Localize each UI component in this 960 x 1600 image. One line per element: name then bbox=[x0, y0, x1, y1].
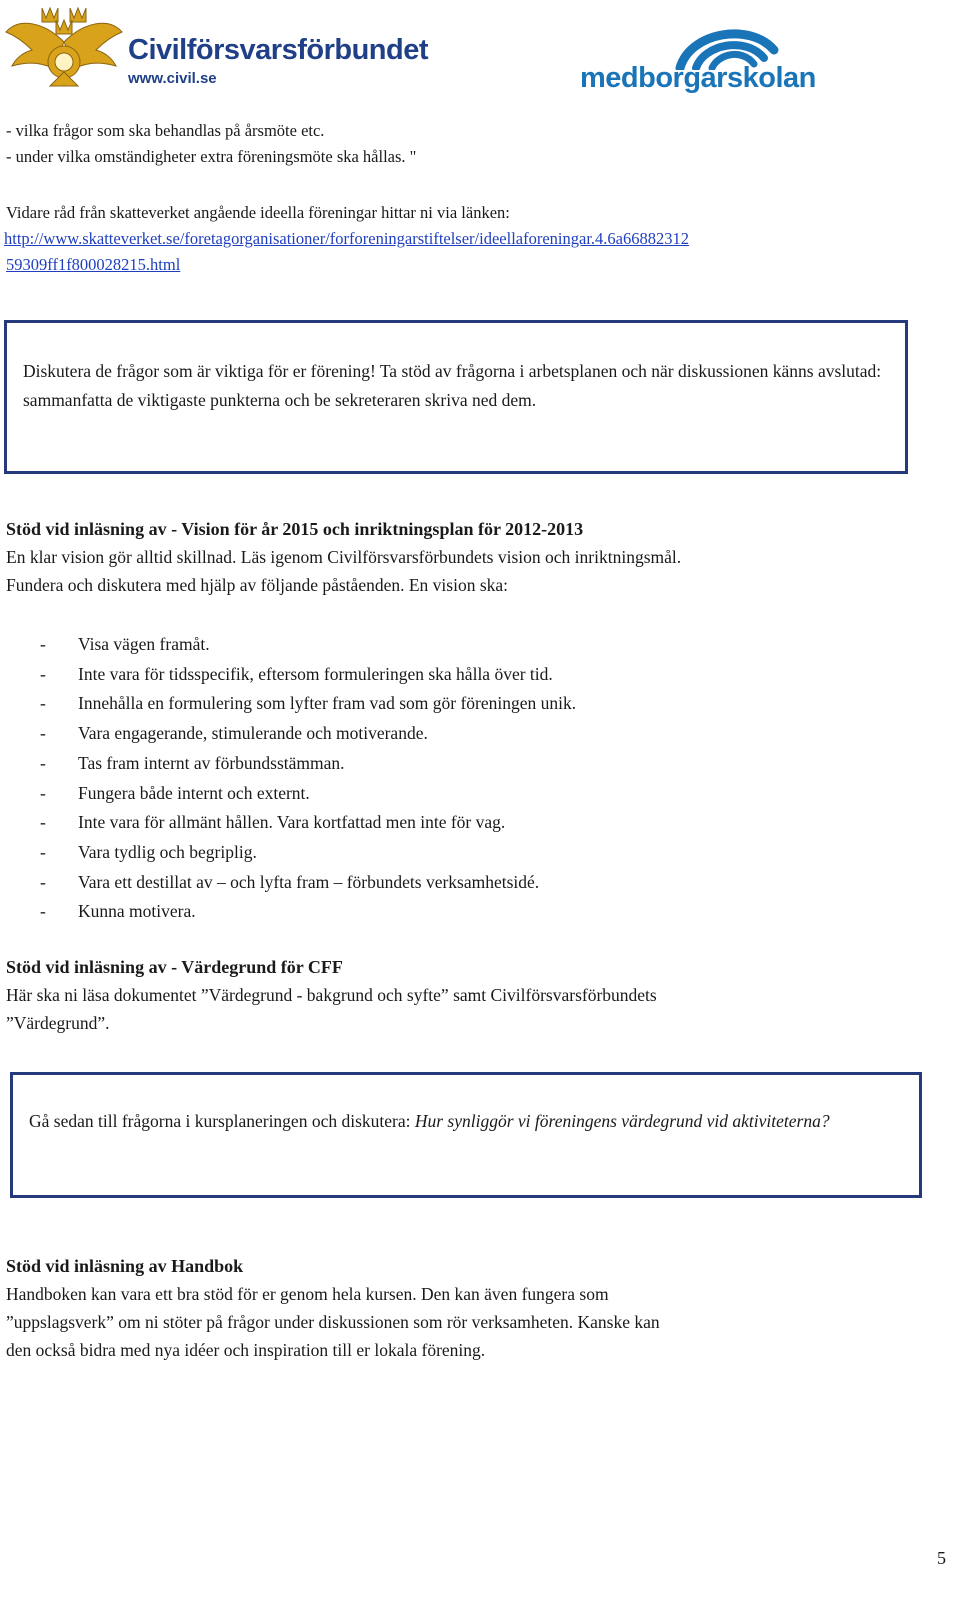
skatteverket-link-line-1[interactable] bbox=[4, 226, 689, 252]
cff-url: www.civil.se bbox=[128, 70, 217, 87]
skatteverket-link-continued[interactable]: 59309ff1f800028215.html bbox=[6, 255, 181, 274]
handbok-line-2: ”uppslagsverk” om ni stöter på frågor under diskussionen som rör verksamheten. Kanske kan bbox=[6, 1312, 660, 1332]
skatteverket-link-line-2[interactable] bbox=[6, 252, 180, 278]
vision-bullet-item bbox=[40, 749, 920, 779]
bullet-text: Vara ett destillat av – och lyfta fram – förbundets verksamhetsidé. bbox=[78, 871, 540, 892]
intro-line-3: Vidare råd från skatteverket angående ideella föreningar hittar ni via länken: bbox=[6, 203, 510, 222]
bullet-dash: - bbox=[40, 782, 46, 803]
bullet-text: Visa vägen framåt. bbox=[78, 634, 210, 654]
vision-bullet-item bbox=[40, 868, 920, 898]
bullet-text: Inte vara för allmänt hållen. Vara kortfattad men inte för vag. bbox=[78, 812, 506, 833]
vision-bullet-item bbox=[40, 660, 920, 690]
vardegrund-question-text bbox=[29, 1107, 909, 1136]
vision-bullet-item bbox=[40, 897, 920, 927]
vision-bullet-item bbox=[40, 779, 920, 809]
bullet-text: Kunna motivera. bbox=[78, 901, 196, 922]
wings-crown-emblem-icon bbox=[4, 2, 124, 94]
vision-line-2: Fundera och diskutera med hjälp av följande påståenden. En vision ska: bbox=[6, 575, 509, 595]
bullet-text: Tas fram internt av förbundsstämman. bbox=[78, 752, 345, 773]
vision-bullet-list bbox=[40, 630, 920, 927]
question-intro: Gå sedan till frågorna i kursplaneringen och diskutera: bbox=[29, 1111, 415, 1131]
bullet-dash: - bbox=[40, 871, 46, 892]
page-number: 5 bbox=[937, 1548, 946, 1568]
vision-bullet-item bbox=[40, 719, 920, 749]
page-header bbox=[0, 0, 960, 105]
bullet-text: Vara engagerande, stimulerande och motiverande. bbox=[78, 723, 428, 744]
skatteverket-link[interactable]: http://www.skatteverket.se/foretagorganisationer/forforeningarstiftelser/ideellaforeningar.4.6a66882312 bbox=[4, 229, 689, 248]
vision-line-1: En klar vision gör alltid skillnad. Läs igenom Civilförsvarsförbundets vision och inriktningsmål. bbox=[6, 547, 682, 567]
handbok-line-1: Handboken kan vara ett bra stöd för er genom hela kursen. Den kan även fungera som bbox=[6, 1284, 609, 1304]
discussion-box bbox=[4, 320, 908, 474]
bullet-dash: - bbox=[40, 841, 46, 862]
medborgarskolan-wordmark: medborgarskolan bbox=[580, 62, 816, 94]
bullet-dash: - bbox=[40, 901, 46, 922]
civilforsvarsforbundet-logo bbox=[4, 2, 428, 94]
question-italic: Hur synliggör vi föreningens värdegrund vid aktiviteterna? bbox=[414, 1111, 830, 1131]
bullet-text: Vara tydlig och begriplig. bbox=[78, 841, 257, 862]
vardegrund-question-box bbox=[10, 1072, 922, 1198]
vision-bullet-item bbox=[40, 689, 920, 719]
medborgarskolan-logo bbox=[580, 20, 840, 100]
bullet-dash: - bbox=[40, 723, 46, 744]
bullet-text: Inte vara för tidsspecifik, eftersom formuleringen ska hålla över tid. bbox=[78, 663, 553, 684]
discussion-box-text: Diskutera de frågor som är viktiga för er förening! Ta stöd av frågorna i arbetsplanen och när diskussionen känns avslutad: sammanfatta de viktigaste punkterna och be sekreteraren skriva ned dem. bbox=[23, 361, 882, 410]
handbok-line-3: den också bidra med nya idéer och inspiration till er lokala förening. bbox=[6, 1340, 486, 1360]
bullet-dash: - bbox=[40, 634, 46, 654]
cff-wordmark: Civilförsvarsförbundet bbox=[128, 34, 428, 66]
handbok-heading: Stöd vid inläsning av Handbok bbox=[6, 1256, 244, 1276]
intro-line-2: - under vilka omständigheter extra föreningsmöte ska hållas. " bbox=[6, 147, 417, 166]
bullet-text: Fungera både internt och externt. bbox=[78, 782, 310, 803]
intro-line-1: - vilka frågor som ska behandlas på årsmöte etc. bbox=[6, 121, 325, 140]
vision-bullet-item bbox=[40, 630, 920, 660]
bullet-dash: - bbox=[40, 812, 46, 833]
bullet-dash: - bbox=[40, 693, 46, 714]
vardegrund-line-1: Här ska ni läsa dokumentet ”Värdegrund - bakgrund och syfte” samt Civilförsvarsförbundets bbox=[6, 985, 657, 1005]
bullet-dash: - bbox=[40, 663, 46, 684]
vardegrund-heading: Stöd vid inläsning av - Värdegrund för CFF bbox=[6, 957, 343, 977]
bullet-dash: - bbox=[40, 752, 46, 773]
vardegrund-line-2: ”Värdegrund”. bbox=[6, 1013, 110, 1033]
vision-bullet-item bbox=[40, 838, 920, 868]
vision-heading: Stöd vid inläsning av - Vision för år 2015 och inriktningsplan för 2012-2013 bbox=[6, 519, 584, 539]
bullet-text: Innehålla en formulering som lyfter fram vad som gör föreningen unik. bbox=[78, 693, 577, 714]
vision-bullet-item bbox=[40, 808, 920, 838]
